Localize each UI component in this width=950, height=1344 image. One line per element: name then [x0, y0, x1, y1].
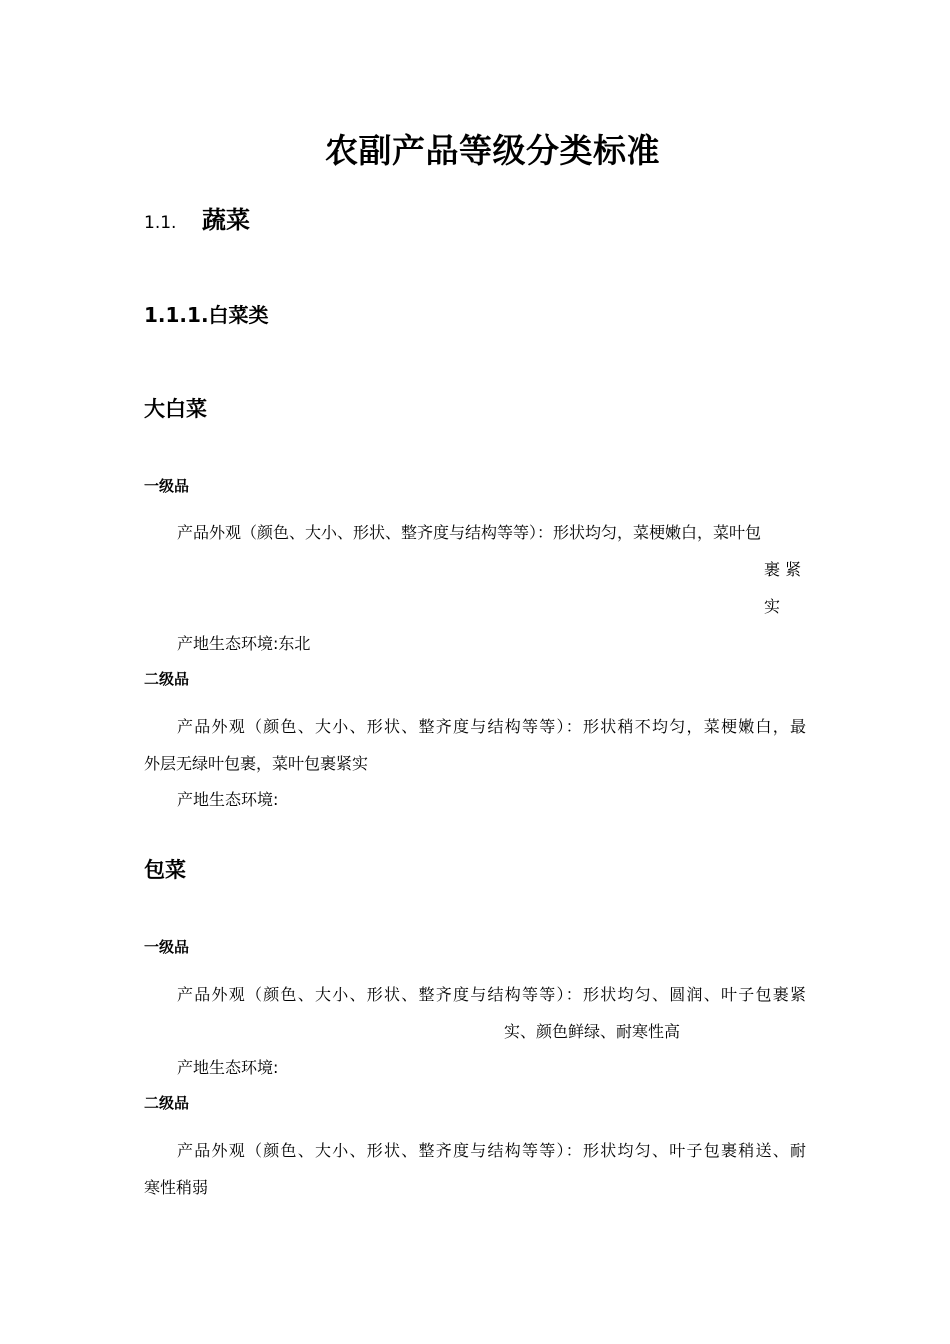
- grade-label-second: 二级品: [144, 670, 190, 688]
- appearance-label: [177, 525, 761, 541]
- section-number: 1.1.: [144, 213, 177, 233]
- product-heading-dabaicai: 大白菜: [144, 397, 207, 421]
- appearance-value-continued: 裹 紧: [764, 560, 802, 579]
- appearance-value: 形状均匀，菜梗嫩白，菜叶包: [553, 523, 762, 542]
- environment-label: 产地生态环境:: [177, 634, 279, 653]
- appearance-value-continued: 实: [764, 597, 781, 616]
- grade-label-first: 一级品: [144, 938, 190, 956]
- environment-label: 产地生态环境:: [177, 790, 279, 809]
- appearance-value-continued: 实、颜色鲜绿、耐寒性高: [504, 1022, 681, 1041]
- appearance-line: 产品外观（颜色、大小、形状、整齐度与结构等等）：形状均匀、圆润、叶子包裹紧: [177, 985, 806, 1004]
- product-heading-baocai: 包菜: [144, 858, 186, 882]
- appearance-label-text: 产品外观（颜色、大小、形状、整齐度与结构等等）：: [177, 523, 554, 542]
- environment-line: [177, 636, 310, 652]
- appearance-value-continued: 寒性稍弱: [144, 1178, 209, 1197]
- appearance-line: 产品外观（颜色、大小、形状、整齐度与结构等等）：形状均匀、叶子包裹稍送、耐: [177, 1141, 806, 1160]
- environment-value: 东北: [278, 634, 311, 653]
- appearance-value-continued: 外层无绿叶包裹，菜叶包裹紧实: [144, 754, 369, 773]
- appearance-line: 产品外观（颜色、大小、形状、整齐度与结构等等）：形状稍不均匀，菜梗嫩白，最: [177, 717, 806, 736]
- grade-label-second: 二级品: [144, 1094, 190, 1112]
- environment-label: 产地生态环境:: [177, 1058, 279, 1077]
- subsection-title: 1.1.1.白菜类: [144, 303, 269, 327]
- document-title: 农副产品等级分类标准: [325, 131, 660, 170]
- grade-label-first: 一级品: [144, 477, 190, 495]
- section-title: 蔬菜: [202, 206, 250, 234]
